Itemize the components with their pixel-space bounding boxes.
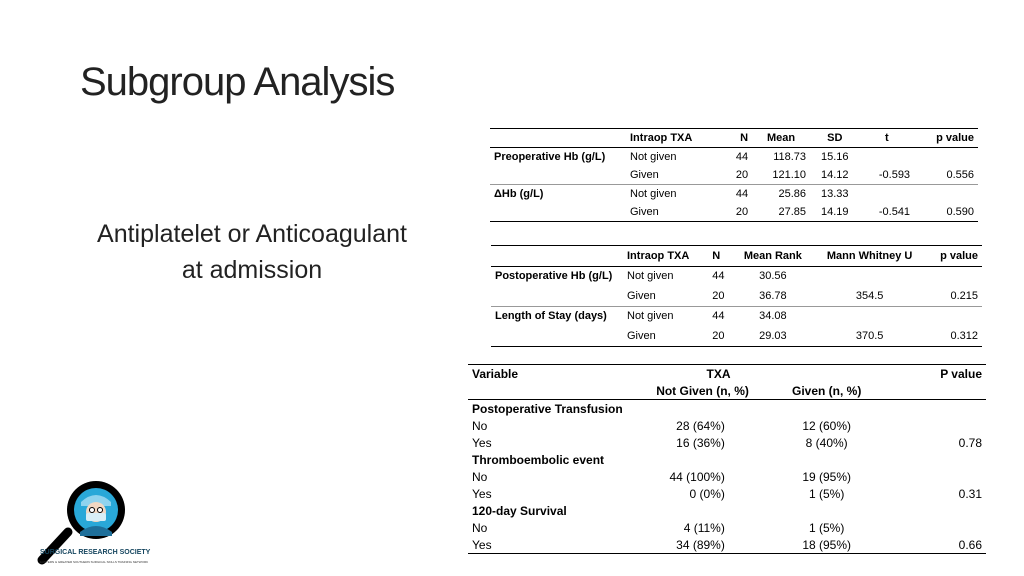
table-cell (813, 266, 926, 286)
table-cell: Length of Stay (days) (491, 306, 623, 326)
table-cell (860, 185, 915, 204)
subtitle-line-2: at admission (181, 256, 323, 284)
table-cell (490, 166, 626, 185)
table-row (468, 434, 986, 451)
table-row (491, 306, 982, 326)
table-cell: 44 (724, 185, 752, 204)
table-row (468, 417, 986, 434)
table-cell: 20 (712, 289, 725, 302)
subtitle-line-1: Antiplatelet or Anticoagulant (97, 220, 407, 248)
surgical-research-society-logo (36, 480, 166, 570)
table-cell: 354.5 (855, 289, 884, 302)
logo-tagline: EASTERN & GREATER SOUTHERN SURGICAL SKILLS TRAINING NETWORK (40, 560, 149, 564)
table-cell: 8 (40%) (805, 435, 848, 450)
table-cell: 44 (712, 270, 725, 283)
table-header-cell: Intraop TXA (627, 249, 690, 262)
table-cell: 14.19 (821, 206, 849, 218)
table-header-cell: Not Given (n, %) (656, 383, 749, 398)
slide-subtitle (72, 216, 432, 288)
table-header-cell: Intraop TXA (630, 132, 693, 144)
table-cell: ΔHb (g/L) (490, 185, 626, 204)
table-row (490, 148, 978, 167)
table-cell: Given (627, 289, 656, 302)
table-cell: 0.556 (946, 169, 974, 181)
table-cell: Postoperative Hb (g/L) (495, 270, 613, 283)
table-header-cell: N (740, 132, 749, 144)
table-cell (491, 286, 623, 306)
table-cell (900, 468, 986, 485)
table-header-cell: Mean (767, 132, 796, 144)
table-header-cell: SD (827, 132, 843, 144)
table-cell: 18 (95%) (802, 537, 852, 552)
table-cell: 1 (5%) (809, 486, 845, 501)
table-section-row (468, 400, 986, 418)
table-cell: 370.5 (855, 329, 884, 342)
table-row (491, 326, 982, 346)
table-cell: Given (627, 329, 656, 342)
slide-title: Subgroup Analysis (80, 60, 395, 104)
table-cell: 0.66 (958, 537, 982, 552)
table-section-row (468, 502, 986, 519)
table-cell: Not given (630, 151, 677, 163)
table-row (468, 519, 986, 536)
table-cell: 1 (5%) (809, 520, 845, 535)
table-section-heading: Postoperative Transfusion (472, 401, 623, 416)
table-cell (926, 266, 982, 286)
table-cell (491, 326, 623, 346)
table-cell: 20 (735, 169, 749, 181)
table-cell: 34 (89%) (676, 537, 725, 552)
table-cell: No (472, 418, 488, 433)
table-cell: Yes (472, 486, 492, 501)
table-cell: Given (630, 206, 659, 218)
table-row (468, 485, 986, 502)
table-cell: 0.215 (950, 289, 978, 302)
table-header-cell (490, 129, 626, 148)
table-row (468, 468, 986, 485)
table-header-cell: P value (940, 366, 982, 381)
table-header-cell (468, 382, 561, 400)
table-cell: 30.56 (759, 270, 787, 283)
table-row (490, 185, 978, 204)
table-cell: Not given (626, 185, 724, 204)
t-test-table (490, 128, 978, 222)
table-header-row (468, 382, 986, 400)
table-cell (914, 185, 978, 204)
table-cell: 0.78 (958, 435, 982, 450)
table-cell: Not given (627, 270, 674, 283)
table-cell: Given (630, 169, 659, 181)
table-header-cell: Variable (472, 366, 519, 381)
table-cell (900, 519, 986, 536)
table-cell (813, 306, 926, 326)
table-header-row (490, 129, 978, 148)
table-cell: 118.73 (773, 151, 807, 163)
table-section-heading: 120-day Survival (472, 503, 567, 518)
table-cell: 25.86 (752, 185, 810, 204)
table-cell (490, 203, 626, 222)
table-cell: Yes (472, 435, 492, 450)
table-cell (914, 148, 978, 167)
table-row (490, 203, 978, 222)
table-cell (926, 306, 982, 326)
table-row (468, 536, 986, 554)
table-header-cell: p value (936, 132, 974, 144)
outcomes-table (468, 364, 986, 554)
table-cell: 0.590 (946, 206, 974, 218)
table-header-cell: Given (n, %) (792, 383, 862, 398)
table-cell: Yes (472, 537, 492, 552)
table-cell: Preoperative Hb (g/L) (494, 151, 606, 163)
table-header-row (491, 246, 982, 267)
table-cell: 0.312 (950, 329, 978, 342)
table-cell: 28 (64%) (676, 418, 725, 433)
table-cell: 20 (735, 206, 749, 218)
logo-org-name: SURGICAL RESEARCH SOCIETY (40, 549, 151, 556)
table-header-cell: N (712, 249, 721, 262)
table-cell: No (472, 469, 488, 484)
table-header-cell: Mean Rank (743, 249, 802, 262)
table-cell: 44 (735, 151, 749, 163)
table-cell: 13.33 (810, 185, 859, 204)
table-section-row (468, 451, 986, 468)
table-cell: 16 (36%) (676, 435, 725, 450)
table-row (491, 286, 982, 306)
table-cell: 19 (95%) (802, 469, 852, 484)
table-cell: 36.78 (759, 289, 787, 302)
magnifier-surgeon-icon (36, 480, 166, 570)
table-section-heading: Thromboembolic event (472, 452, 605, 467)
table-row (491, 266, 982, 286)
table-cell: 0 (0%) (689, 486, 725, 501)
table-cell: -0.541 (878, 206, 911, 218)
table-cell: 34.08 (733, 306, 813, 326)
table-cell: 0.31 (958, 486, 982, 501)
table-cell (860, 148, 915, 167)
table-cell: No (472, 520, 488, 535)
table-cell: 4 (11%) (683, 520, 725, 535)
table-header-cell: TXA (706, 366, 731, 381)
table-cell: 121.10 (772, 169, 807, 181)
table-cell: 29.03 (759, 329, 787, 342)
table-cell: 44 (100%) (669, 469, 725, 484)
table-cell: 14.12 (821, 169, 849, 181)
table-header-cell: p value (940, 249, 978, 262)
table-cell: 20 (712, 329, 725, 342)
table-header-cell: t (884, 132, 889, 144)
table-cell: 12 (60%) (802, 418, 852, 433)
table-cell: -0.593 (878, 169, 911, 181)
table-row (490, 166, 978, 185)
table-header-cell: Mann Whitney U (826, 249, 913, 262)
table-cell: Not given (623, 306, 708, 326)
table-header-row (468, 365, 986, 383)
table-header-cell (491, 246, 623, 267)
table-cell: 44 (708, 306, 733, 326)
table-cell: 27.85 (778, 206, 807, 218)
mann-whitney-table (491, 245, 982, 347)
table-cell (900, 417, 986, 434)
table-header-cell (900, 382, 986, 400)
table-cell: 15.16 (821, 151, 849, 163)
